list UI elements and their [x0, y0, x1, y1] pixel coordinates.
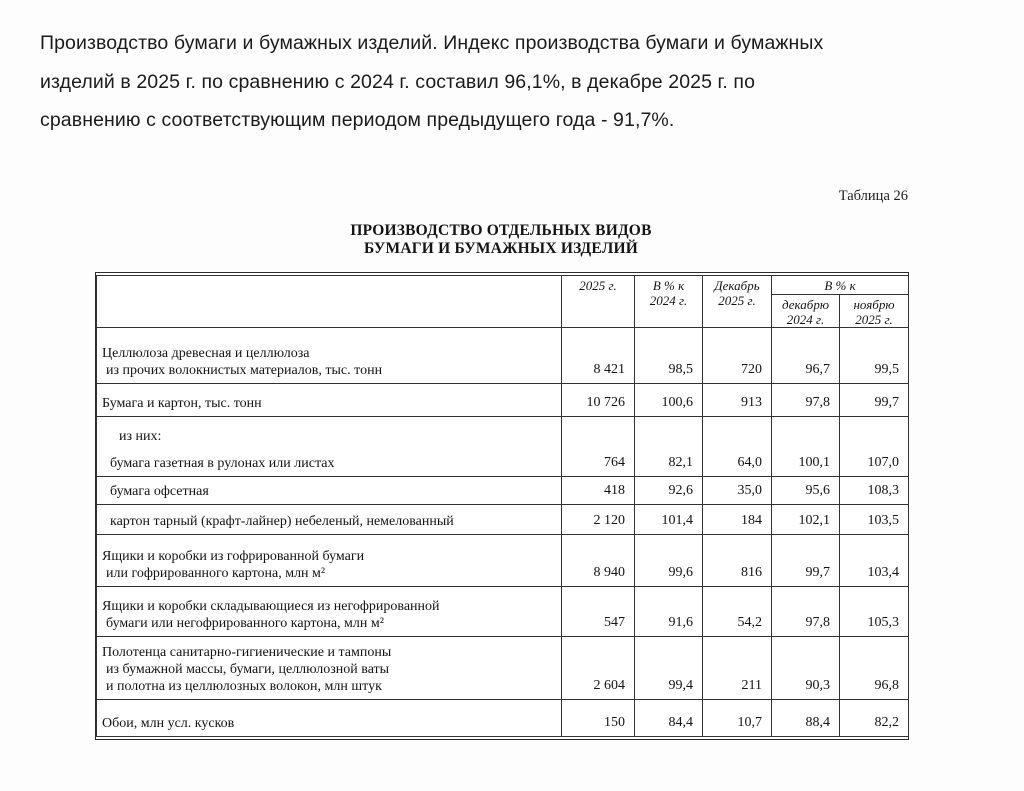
value-2025: 8 940 [562, 535, 635, 587]
intro-line: изделий в 2025 г. по сравнению с 2024 г. составил 96,1%, в декабре 2025 г. по [40, 70, 756, 93]
value-pct-nov-2025: 82,2 [840, 700, 909, 737]
row-product-name [97, 505, 562, 535]
value-pct-nov-2025: 107,0 [840, 417, 909, 477]
value-pct-nov-2025: 103,4 [840, 535, 909, 587]
header-pct-group: В % к [772, 276, 909, 295]
table-title [95, 222, 907, 257]
subgroup-label: из них: [119, 429, 162, 444]
production-table-wrapper [95, 272, 909, 740]
header-december-2025-line2: 2025 г. [718, 292, 756, 308]
intro-line: сравнению с соответствующим периодом предыдущего года - 91,7%. [40, 109, 675, 131]
value-december: 64,0 [703, 417, 772, 477]
value-pct-2024: 92,6 [635, 477, 703, 505]
value-pct-2024: 101,4 [635, 505, 703, 535]
table-row-wallpaper [97, 700, 909, 737]
intro-paragraph [40, 24, 990, 140]
table-number-label: Таблица 26 [838, 188, 908, 204]
row-product-name [97, 587, 562, 637]
row-product-name [97, 384, 562, 417]
header-pct-dec-line1: декабрю [782, 297, 829, 312]
value-december: 184 [703, 505, 772, 535]
product-name-line: бумага офсетная [110, 484, 209, 499]
value-pct-nov-2025: 105,3 [840, 587, 909, 637]
header-pct-dec-line2: 2024 г. [786, 311, 825, 327]
header-pct-to-2024 [635, 276, 703, 328]
table-row-sanitary-towels [97, 637, 909, 700]
row-product-name [97, 637, 562, 700]
value-2025: 10 726 [562, 384, 635, 417]
table-row-corrugated-boxes [97, 535, 909, 587]
table-row-newsprint [97, 417, 909, 477]
table-title-line2: БУМАГИ И БУМАЖНЫХ ИЗДЕЛИЙ [364, 239, 638, 257]
header-pct-to-2024-line2: 2024 г. [649, 292, 688, 308]
value-pct-nov-2025: 96,8 [840, 637, 909, 700]
value-pct-2024: 99,6 [635, 535, 703, 587]
product-name-line: Ящики и коробки из гофрированной бумаги [102, 549, 365, 564]
product-name-line: бумаги или негофрированного картона, млн м² [106, 616, 384, 631]
value-pct-nov-2025: 108,3 [840, 477, 909, 505]
header-december-2025-line1: Декабрь [714, 278, 760, 293]
row-product-name [97, 535, 562, 587]
value-pct-dec-2024: 97,8 [772, 587, 840, 637]
value-pct-dec-2024: 100,1 [772, 417, 840, 477]
header-december-2025 [703, 276, 772, 328]
product-name-line: бумага газетная в рулонах или листах [110, 456, 335, 471]
value-pct-2024: 100,6 [635, 384, 703, 417]
value-december: 816 [703, 535, 772, 587]
value-pct-dec-2024: 102,1 [772, 505, 840, 535]
table-row-paper-cardboard [97, 384, 909, 417]
value-december: 211 [703, 637, 772, 700]
value-pct-nov-2025: 99,7 [840, 384, 909, 417]
product-name-line: и полотна из целлюлозных волокон, млн штук [106, 679, 382, 694]
header-product-column [97, 276, 562, 328]
value-pct-dec-2024: 90,3 [772, 637, 840, 700]
value-pct-nov-2025: 99,5 [840, 328, 909, 384]
value-december: 10,7 [703, 700, 772, 737]
value-pct-2024: 91,6 [635, 587, 703, 637]
product-name-line: Ящики и коробки складывающиеся из негофрированной [102, 599, 440, 614]
value-pct-2024: 82,1 [635, 417, 703, 477]
product-name-line: Целлюлоза древесная и целлюлоза [102, 346, 310, 361]
value-pct-dec-2024: 99,7 [772, 535, 840, 587]
value-december: 35,0 [703, 477, 772, 505]
value-2025: 8 421 [562, 328, 635, 384]
value-pct-2024: 84,4 [635, 700, 703, 737]
row-product-name [97, 417, 562, 477]
product-name-line: картон тарный (крафт-лайнер) небеленый, немелованный [110, 514, 454, 529]
table-row-kraftliner [97, 505, 909, 535]
value-2025: 764 [562, 417, 635, 477]
value-december: 913 [703, 384, 772, 417]
table-title-line1: ПРОИЗВОДСТВО ОТДЕЛЬНЫХ ВИДОВ [350, 222, 652, 239]
value-december: 54,2 [703, 587, 772, 637]
value-december: 720 [703, 328, 772, 384]
header-pct-to-december-2024 [772, 295, 840, 328]
value-2025: 2 604 [562, 637, 635, 700]
row-product-name [97, 328, 562, 384]
table-row-pulp [97, 328, 909, 384]
header-pct-nov-line1: ноябрю [853, 297, 895, 312]
value-pct-dec-2024: 95,6 [772, 477, 840, 505]
product-name-line: из прочих волокнистых материалов, тыс. тонн [106, 363, 383, 378]
row-product-name [97, 477, 562, 505]
value-2025: 2 120 [562, 505, 635, 535]
header-pct-to-2024-line1: В % к [652, 278, 685, 293]
intro-line: Производство бумаги и бумажных изделий. Индекс производства бумаги и бумажных [40, 32, 824, 54]
header-year-2025 [562, 276, 635, 328]
product-name-line: Бумага и картон, тыс. тонн [102, 396, 262, 411]
value-pct-nov-2025: 103,5 [840, 505, 909, 535]
header-pct-nov-line2: 2025 г. [855, 311, 893, 327]
table-row-offset-paper [97, 477, 909, 505]
value-pct-dec-2024: 97,8 [772, 384, 840, 417]
value-pct-dec-2024: 96,7 [772, 328, 840, 384]
value-2025: 150 [562, 700, 635, 737]
product-name-line: из бумажной массы, бумаги, целлюлозной ваты [106, 662, 390, 677]
product-name-line: Обои, млн усл. кусков [102, 716, 235, 731]
production-table [96, 275, 909, 737]
header-year-2025-text: 2025 г. [579, 278, 617, 293]
table-row-folding-boxes [97, 587, 909, 637]
product-name-line: Полотенца санитарно-гигиенические и тампоны [102, 645, 392, 660]
value-pct-2024: 98,5 [635, 328, 703, 384]
value-pct-2024: 99,4 [635, 637, 703, 700]
value-2025: 547 [562, 587, 635, 637]
value-pct-dec-2024: 88,4 [772, 700, 840, 737]
header-pct-to-november-2025 [840, 295, 909, 328]
product-name-line: или гофрированного картона, млн м² [106, 566, 326, 581]
row-product-name [97, 700, 562, 737]
value-2025: 418 [562, 477, 635, 505]
